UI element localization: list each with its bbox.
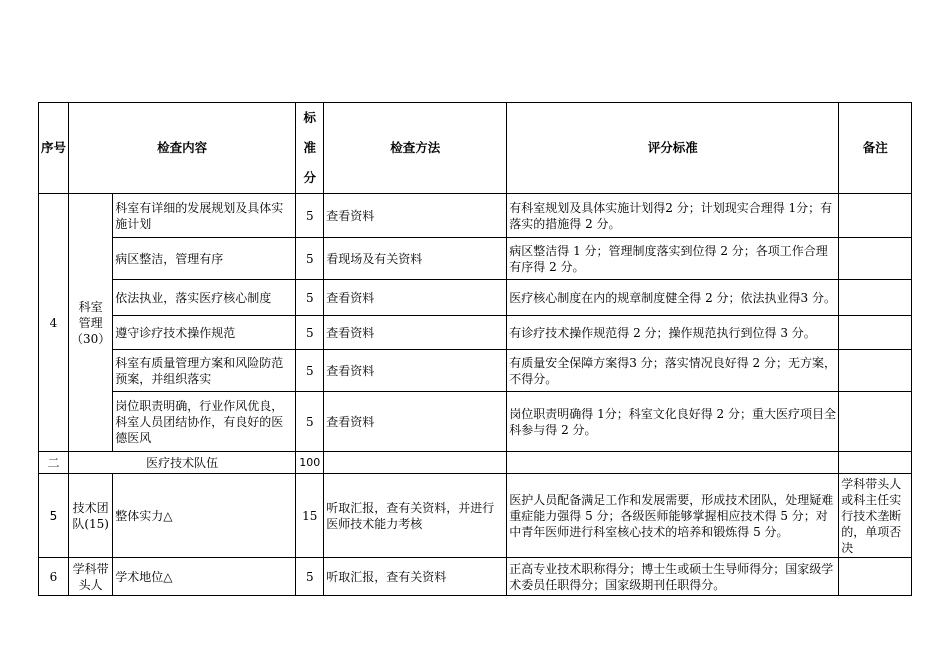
section-two-score: 100 [296,452,324,474]
row-score: 5 [296,194,324,238]
section-two-empty-method [324,452,507,474]
section-two-empty-criteria [507,452,839,474]
header-criteria: 评分标准 [507,103,839,194]
row-criteria: 有质量安全保障方案得3 分；落实情况良好得 2 分；无方案，不得分。 [507,350,839,392]
section-two-row [39,452,912,474]
section4-group [69,194,113,452]
row6-score: 5 [296,558,324,596]
header-score-line1: 标准 [303,110,317,155]
row-score: 5 [296,350,324,392]
row5-criteria: 医护人员配备满足工作和发展需要，形成技术团队，处理疑难重症能力强得 5 分；各级医师能够掌握相应技术得 5 分；对中青年医师进行科室核心技术的培养和锻炼得 5 分。 [507,474,839,558]
row-content: 遵守诊疗技术操作规范 [113,316,296,350]
header-score [296,103,324,194]
header-row [39,103,912,194]
table-row [39,316,912,350]
row6-remark [839,558,912,596]
table-row [39,238,912,280]
row5-content: 整体实力△ [113,474,296,558]
table-row [39,392,912,452]
section-two-seq: 二 [39,452,69,474]
row-method: 看现场及有关资料 [324,238,507,280]
row6-criteria: 正高专业技术职称得分；博士生或硕士生导师得分；国家级学术委员任职得分；国家级期刊任职得分。 [507,558,839,596]
row-score: 5 [296,238,324,280]
section-two-empty-remark [839,452,912,474]
row-method: 查看资料 [324,392,507,452]
row-remark [839,194,912,238]
section-two-title: 医疗技术队伍 [69,452,296,474]
section4-group-line3: （30） [71,331,111,346]
header-score-line2: 分 [303,170,317,185]
header-remark: 备注 [839,103,912,194]
row-remark [839,238,912,280]
row-score: 5 [296,316,324,350]
table-row [39,280,912,316]
row-method: 查看资料 [324,316,507,350]
row5-group: 技术团队(15) [69,474,113,558]
row-remark [839,392,912,452]
header-content: 检查内容 [69,103,296,194]
row-method: 查看资料 [324,280,507,316]
row6-seq: 6 [39,558,69,596]
row-remark [839,280,912,316]
row-score: 5 [296,280,324,316]
row-criteria: 医疗核心制度在内的规章制度健全得 2 分；依法执业得3 分。 [507,280,839,316]
row-remark [839,316,912,350]
row-criteria: 有诊疗技术操作规范得 2 分；操作规范执行到位得 3 分。 [507,316,839,350]
row-content: 科室有质量管理方案和风险防范预案，并组织落实 [113,350,296,392]
row6-content: 学术地位△ [113,558,296,596]
row-remark [839,350,912,392]
row5-score: 15 [296,474,324,558]
table-row [39,194,912,238]
table-row [39,474,912,558]
header-seq: 序号 [39,103,69,194]
row-score: 5 [296,392,324,452]
row6-method: 听取汇报，查有关资料 [324,558,507,596]
row-criteria: 有科室规划及具体实施计划得2 分；计划现实合理得 1分；有落实的措施得 2 分。 [507,194,839,238]
row5-remark: 学科带头人或科主任实行技术垄断的，单项否决 [839,474,912,558]
row-method: 查看资料 [324,194,507,238]
row-criteria: 岗位职责明确得 1分；科室文化良好得 2 分；重大医疗项目全科参与得 2 分。 [507,392,839,452]
row-content: 科室有详细的发展规划及具体实施计划 [113,194,296,238]
row-criteria: 病区整洁得 1 分；管理制度落实到位得 2 分；各项工作合理有序得 2 分。 [507,238,839,280]
header-method: 检查方法 [324,103,507,194]
table-row [39,350,912,392]
section4-group-line2: 管理 [78,315,103,330]
inspection-table [38,102,912,596]
table-row [39,558,912,596]
section4-seq: 4 [39,194,69,452]
row-content: 岗位职责明确，行业作风优良，科室人员团结协作，有良好的医德医风 [113,392,296,452]
row5-method: 听取汇报，查有关资料，并进行医师技术能力考核 [324,474,507,558]
row-content: 病区整洁，管理有序 [113,238,296,280]
section4-group-line1: 科室 [78,299,103,314]
row-content: 依法执业，落实医疗核心制度 [113,280,296,316]
row5-seq: 5 [39,474,69,558]
row-method: 查看资料 [324,350,507,392]
row6-group: 学科带头人 [69,558,113,596]
